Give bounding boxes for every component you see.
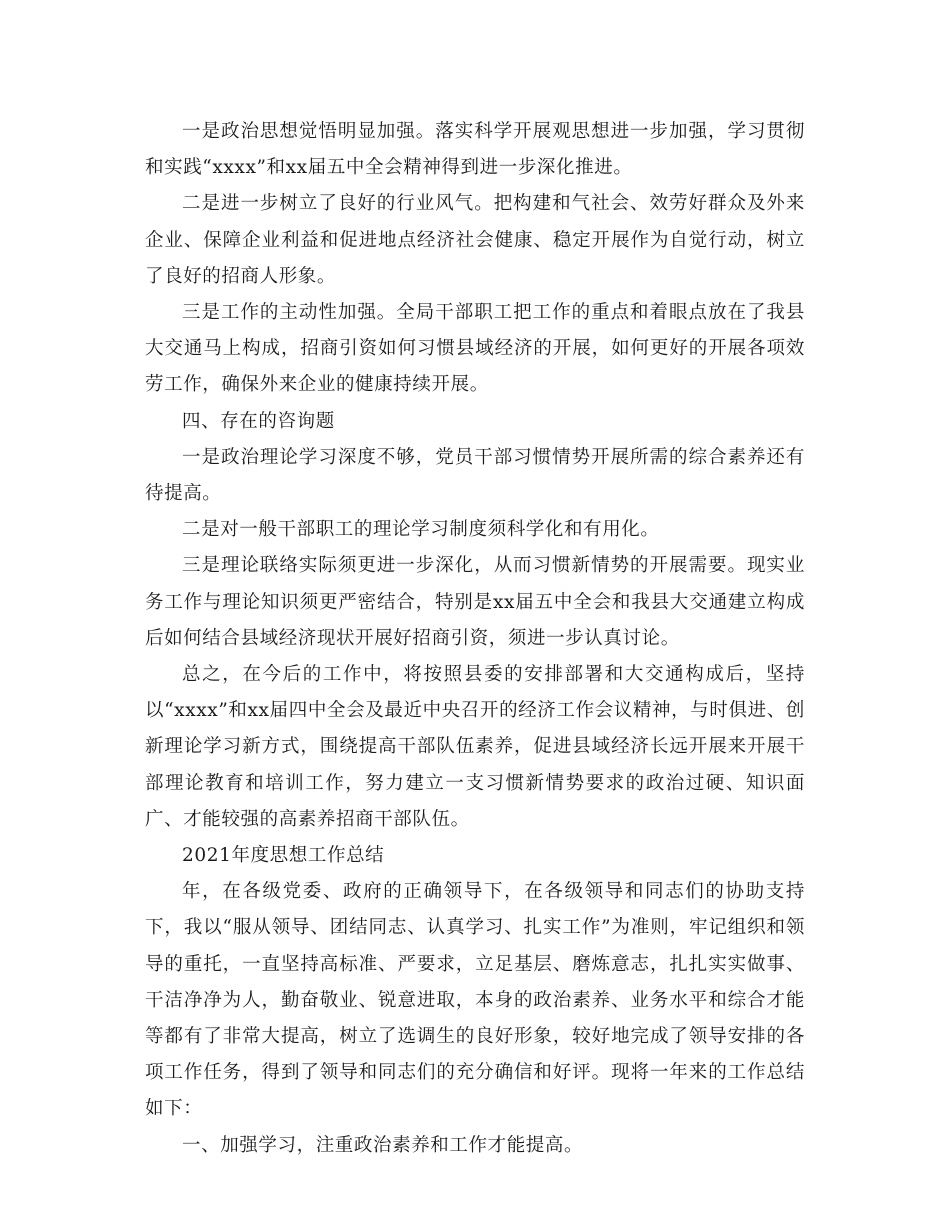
paragraph-6: 二是对一般干部职工的理论学习制度须科学化和有用化。 [182, 519, 660, 541]
paragraph-conclusion: 总之，在今后的工作中，将按照县委的安排部署和大交通构成后，坚持以“xxxx”和xx届四中全会及最近中央召开的经济工作会议精神，与时俱进、创新理论学习新方式，围绕提高干部队伍素养，促进县域经济长远开展来开展干部理论教育和培训工作，努力建立一支习惯新情势要求的政治过硬、知识面广、才能较强的高素养招商干部队伍。 [145, 664, 805, 830]
section-heading-study: 一、加强学习，注重政治素养和工作才能提高。 [182, 1134, 584, 1156]
paragraph-1: 一是政治思想觉悟明显加强。落实科学开展观思想进一步加强，学习贯彻和实践“xxxx”和xx届五中全会精神得到进一步深化推进。 [145, 121, 805, 179]
document-body [145, 114, 805, 1164]
paragraph-10: 年，在各级党委、政府的正确领导下，在各级领导和同志们的协助支持下，我以“服从领导、团结同志、认真学习、扎实工作”为准则，牢记组织和领导的重托，一直坚持高标准、严要求，立足基层、磨炼意志，扎扎实实做事、干洁净净为人，勤奋敬业、锐意进取，本身的政治素养、业务水平和综合才能等都有了非常大提高，树立了选调生的良好形象，较好地完成了领导安排的各项工作任务，得到了领导和同志们的充分确信和好评。现将一年来的工作总结如下： [145, 881, 805, 1120]
paragraph-7: 三是理论联络实际须更进一步深化，从而习惯新情势的开展需要。现实业务工作与理论知识须更严密结合，特别是xx届五中全会和我县大交通建立构成后如何结合县域经济现状开展好招商引资，须进一步认真讨论。 [145, 555, 805, 649]
paragraph-5: 一是政治理论学习深度不够，党员干部习惯情势开展所需的综合素养还有待提高。 [145, 446, 805, 505]
section-heading-issues: 四、存在的咨询题 [182, 410, 335, 432]
section-title-2021: 2021年度思想工作总结 [182, 845, 385, 867]
paragraph-3: 三是工作的主动性加强。全局干部职工把工作的重点和着眼点放在了我县大交通马上构成，招商引资如何习惯县域经济的开展，如何更好的开展各项效劳工作，确保外来企业的健康持续开展。 [145, 302, 805, 396]
paragraph-2: 二是进一步树立了良好的行业风气。把构建和气社会、效劳好群众及外来企业、保障企业利益和促进地点经济社会健康、稳定开展作为自觉行动，树立了良好的招商人形象。 [145, 193, 805, 287]
